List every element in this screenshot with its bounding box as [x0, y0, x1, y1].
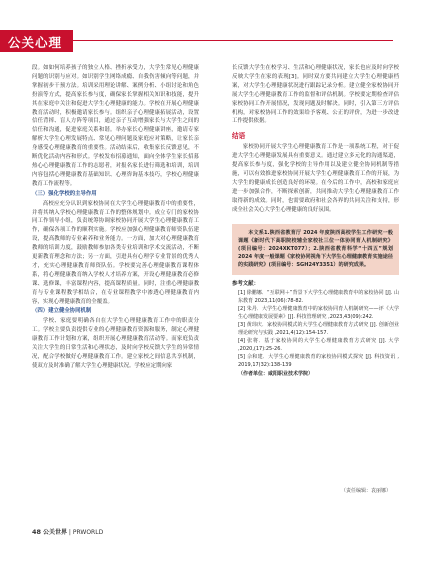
reference-item: [1] 徐鹏娜．“互联网＋”背景下大学生心理健康教育中的家校协同 [J]. 山东教育 2023,11(06):78-82.	[238, 290, 399, 305]
section-title: 公关心理	[8, 35, 63, 50]
funding-text: 本文系1.陕西省教育厅 2024 年度陕西高校学生工作研究一般课题《新时代下高职院校辅全家校社三位一体协同育人机制研究》(项目编号：2024XKT077）；2.陕西省教育科学“十四五”规划 2024 年度一般课题《家校协同视角下大学生心理健康教育实施途径的实践研究》(项目编号：SGH24Y3351）的研究成果。	[238, 229, 393, 269]
reference-item: [3] 黄玮庆．家校协同模式的大学生心理健康教育方式研究 [J]. 创新创业理论研究与实践 ,2021,4(12):154-157.	[238, 322, 399, 337]
page-number: 48	[32, 528, 42, 536]
reference-item: [4] 张将．基于家校协同的大学生心理健康教育方式研究 [J]. 大学 ,2020,(17):25-26.	[238, 338, 399, 353]
reference-item: [5] 佘和建．大学生心理健康教育的家校协同模式探究 [J]. 科技资讯 , 2019,17(32):138-139	[238, 354, 399, 369]
body-paragraph: 家校协同开展大学生心理健康教育工作是一项系统工程，对于促进大学生心理健康发展具有重要意义。通过建立多元化的沟通渠道，提高家长参与度，强化学校的主导作用以及建立健全协同机制等措施，可以有效推进家校协同开展大学生心理健康教育工作的开展，为大学生的健康成长创造良好的环境。在今后的工作中，高校和家庭应进一步加强合作，不断探索创新，共同推动大学生心理健康教育工作取得新的成效。同时，也需要政府和社会各界的共同关注和支持，形成全社会关心大学生心理健康的良好氛围。	[232, 144, 399, 213]
references-heading: 参考文献：	[232, 280, 259, 287]
footer-divider: |	[68, 529, 71, 536]
page-footer	[32, 527, 103, 536]
funding-box	[232, 224, 399, 275]
body-paragraph: 高校应充分认识到家校协同在大学生心理健康教育中的重要性，并将其纳入学校心理健康教育工作的整体规划中。成立专门的家校协同工作领导小组，负责统筹协调家校协同开展大学生心理健康教育工作，确保各项工作的顺利实施。学校应加强心理健康教育师资队伍建设，提高教师的专业素养和业务能力。一方面，加大对心理健康教育教师的培训力度，鼓励教师参加各类专业培训和学术交流活动，不断更新教育理念和方法；另一方面，引进具有心理学专业背景的优秀人才，充实心理健康教育师资队伍。学校要完善心理健康教育课程体系，将心理健康教育纳入学校人才培养方案，开设心理健康教育必修课、选修课，丰富课程内容，提高课程质量。同时，注重心理健康教育与专业课程教学相结合，在专业课程教学中渗透心理健康教育内容，实现心理健康教育的全覆盖。	[32, 200, 199, 305]
left-column	[32, 64, 199, 371]
body-paragraph: 长反馈大学生在校学习、生活和心理健康状况，家长也应及时向学校反映大学生在家的表现[3]。同时双方要共同建立大学生心理健康档案，对大学生心理健康状况进行跟踪记录分析。建立健全家校协同开展大学生心理健康教育工作的监督和评估机制。学校要定期检查评估家校协同工作开展情况，发现问题及时解决。同时，引入第三方评估机构，对家校协同工作的效果给予客观、公正的评价，为进一步改进工作提供依据。	[232, 65, 399, 125]
header-rule	[73, 40, 393, 41]
right-column	[232, 64, 399, 379]
journal-name-en: PRWORLD	[72, 529, 104, 536]
journal-name: 公关世界	[42, 529, 67, 536]
body-paragraph: 段。如如何培养孩子的独立人格、挫折承受力，大学生常见心理健康问题的识别与应对。如识别学生网络成瘾、自我伤害倾向等问题，并掌握初步干预方法。培训采用理论讲解、案例分析、小组讨论和角色扮演等方式，提高家长参与度，确保家长掌握相关知识和技能，提升其在家庭中关注和促进大学生心理健康的能力。学校在开展心理健康教育活动时，积极邀请家长参与。组织亲子心理健康拓展活动，设置信任背摔、盲人方阵等项目，通过亲子互动增强家长与大学生之间的信任和沟通，促进家庭关系和谐。举办家长心理健康讲座，邀请专家解析大学生心理发展特点、常见心理问题及家庭应对策略，让家长亲身感受心理健康教育的重要性。活动结束后，收集家长反馈意见，不断优化活动内容和形式。学校发布招募通知，面向全体学生家长招募热心心理健康教育工作的志愿者，对报名家长进行筛选和培训，培训内容包括心理健康教育基础知识、心理咨询基本技巧，学校心理健康教育工作流程等。	[32, 65, 199, 187]
author-affiliation: （作者单位：咸阳职业技术学院）	[238, 371, 314, 378]
section-heading-conclusion: 结语	[232, 132, 246, 141]
section-header-band	[0, 30, 73, 52]
editor-credit: （责任编辑：袁丽娜）	[340, 488, 391, 494]
subsection-heading: （四）建立健全协同机制	[32, 308, 92, 315]
reference-item: [2] 朱丹．大学生心理健康教育中的家校协同育人机制研究——评《大学生心理健康发展要素》[J]. 科技管理研究 ,2023,43(09):242.	[238, 306, 399, 321]
body-paragraph: 学校、家庭要明确各自在大学生心理健康教育工作中的职责分工。学校主要负责提供专业的心理健康教育资源和服务，制定心理健康教育工作计划和方案，组织开展心理健康教育活动等。而家庭负责关注大学生的日常生活和心理状态，及时向学校反馈大学生的异常情况，配合学校做好心理健康教育工作。建立家校之间信息共享机制，使双方及时准确了解大学生心理健康状况。学校应定期向家	[32, 318, 199, 369]
subsection-heading: （三）强化学校的主导作用	[32, 190, 97, 197]
